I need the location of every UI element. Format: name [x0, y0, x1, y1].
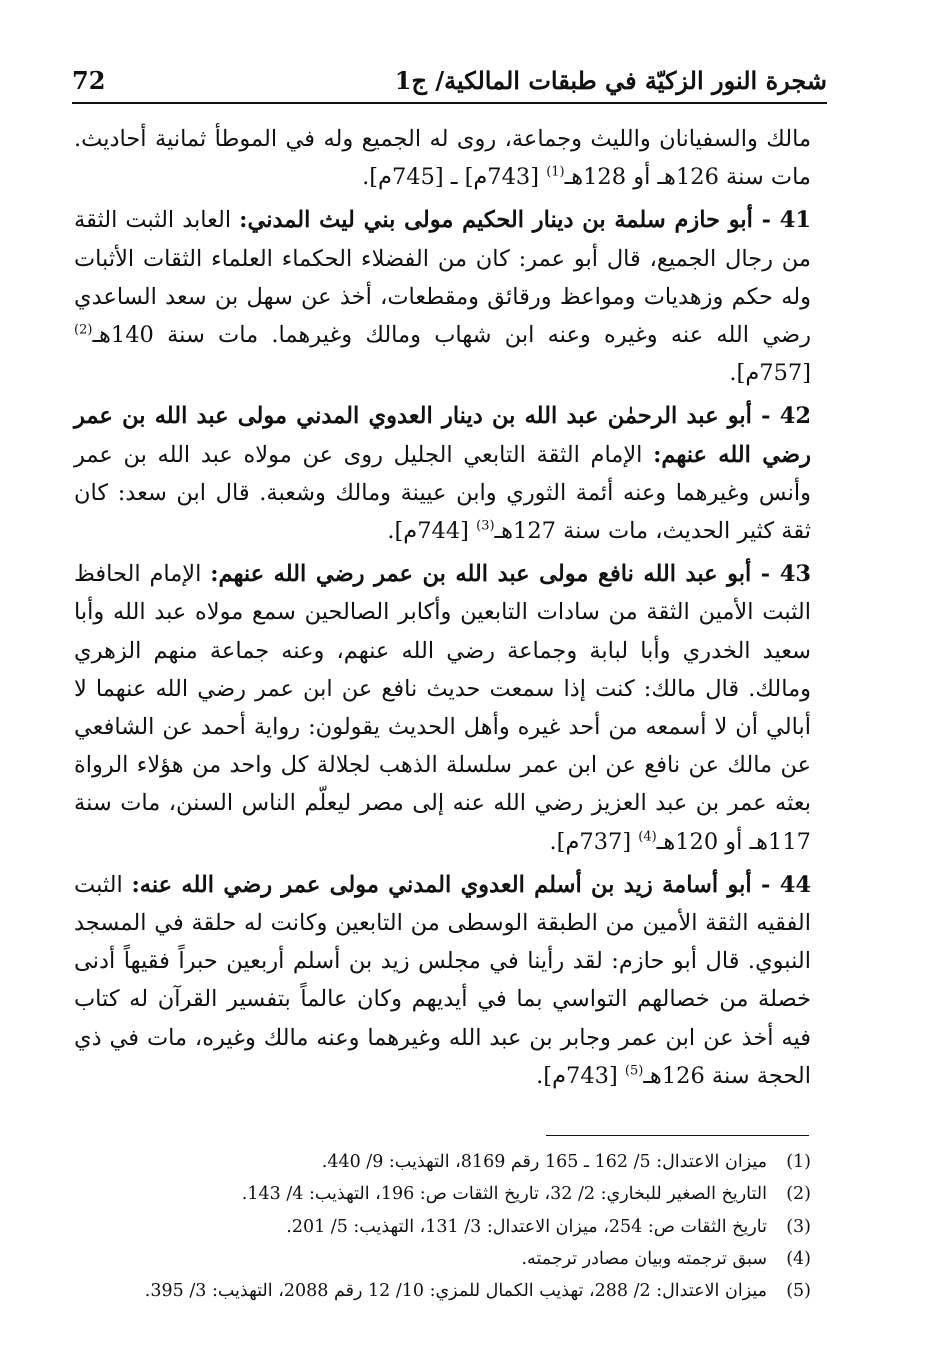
- paragraph-text: مالك والسفيانان والليث وجماعة، روى له الجميع وله في الموطأ ثمانية أحاديث. مات سنة 126هـ أو 128هـ: [74, 126, 811, 191]
- footnote-marker: (1): [546, 164, 565, 180]
- footnote-text: التاريخ الصغير للبخاري: 2/ 32، تاريخ الثقات ص: 196، التهذيب: 4/ 143.: [241, 1184, 767, 1205]
- paragraph-date: [744م].: [387, 518, 477, 545]
- footnote-2: [74, 1178, 811, 1210]
- footnote-marker: (2): [74, 322, 93, 338]
- main-text: [74, 120, 811, 1095]
- paragraph-date: [737م].: [549, 828, 639, 855]
- entry-heading: 43 - أبو عبد الله نافع مولى عبد الله بن عمر رضي الله عنهم:: [210, 561, 811, 588]
- running-header: [72, 58, 827, 104]
- footnote-text: ميزان الاعتدال: 2/ 288، تهذيب الكمال للمزي: 10/ 12 رقم 2088، التهذيب: 3/ 395.: [144, 1281, 767, 1302]
- page-number: 72: [72, 66, 106, 95]
- biography-entry-41: [74, 201, 811, 392]
- biography-entry-44: [74, 866, 811, 1095]
- footnote-text: سبق ترجمته وبيان مصادر ترجمته.: [521, 1248, 767, 1269]
- footnote-number: (1): [786, 1152, 811, 1172]
- footnote-4: [74, 1243, 811, 1275]
- footnote-marker: (4): [638, 829, 657, 845]
- footnote-marker: (5): [624, 1063, 644, 1079]
- entry-heading: 41 - أبو حازم سلمة بن دينار الحكيم مولى بني ليث المدني:: [239, 207, 812, 234]
- entry-heading: 44 - أبو أسامة زيد بن أسلم العدوي المدني مولى عمر رضي الله عنه:: [131, 871, 811, 898]
- footnote-text: تاريخ الثقات ص: 254، ميزان الاعتدال: 3/ 131، التهذيب: 5/ 201.: [286, 1216, 767, 1237]
- footnote-5: [74, 1275, 811, 1307]
- biography-entry-42: [74, 397, 811, 550]
- footnote-number: (3): [786, 1216, 811, 1237]
- footnotes: [74, 1146, 811, 1307]
- paragraph-date: [743م].: [536, 1062, 625, 1089]
- footnote-1: [74, 1146, 811, 1178]
- paragraph-continuation: [74, 120, 811, 196]
- footnote-text: ميزان الاعتدال: 5/ 162 ـ 165 رقم 8169، التهذيب: 9/ 440.: [321, 1152, 767, 1172]
- footnote-3: [74, 1211, 811, 1243]
- footnote-number: (4): [786, 1248, 811, 1269]
- footnote-marker: (3): [476, 518, 495, 534]
- paragraph-text: الثبت الفقيه الثقة الأمين من الطبقة الوسطى من التابعين وكانت له حلقة في المسجد النبوي. قال أبو حازم: لقد رأينا في مجلس زيد بن أسلم أربعين حبراً فقيهاً أدنى خصلة من خصالهم التواسي بما في أيديهم وكان عالماً بتفسير القرآن له كتاب فيه أخذ عن ابن عمر وجابر بن عبد الله وغيرهما وعنه مالك وغيره، مات في ذي الحجة سنة 126هـ: [74, 871, 811, 1089]
- running-title: شجرة النور الزكيّة في طبقات المالكية/ ج1: [394, 66, 827, 95]
- paragraph-text: الإمام الحافظ الثبت الأمين الثقة من سادات التابعين وأكابر الصالحين سمع مولاه عبد الله وأبا سعيد الخدري وأبا لبابة وجماعة رضي الله عنهم، وعنه جماعة منهم الزهري ومالك. قال مالك: كنت إذا سمعت حديث نافع عن ابن عمر رضي الله عنهما لا أبالي أن لا أسمعه من أحد غيره وأهل الحديث يقولون: رواية أحمد عن الشافعي عن مالك عن نافع عن ابن عمر سلسلة الذهب لجلالة كل واحد من هؤلاء الرواة بعثه عمر بن عبد العزيز رضي الله عنه إلى مصر ليعلّم الناس السنن، مات سنة 117هـ أو 120هـ: [74, 561, 811, 855]
- footnote-number: (5): [786, 1281, 811, 1302]
- paragraph-date: [757م].: [729, 360, 811, 387]
- paragraph-date: [743م] ـ [745م].: [362, 164, 547, 191]
- footnote-number: (2): [786, 1184, 811, 1205]
- footnote-separator: [546, 1135, 809, 1136]
- paragraph-text: الإمام الثقة التابعي الجليل روى عن مولاه عبد الله بن عمر وأنس وغيرهما وعنه أئمة الثوري وابن عيينة ومالك وشعبة. قال ابن سعد: كان ثقة كثير الحديث، مات سنة 127هـ: [74, 441, 811, 545]
- biography-entry-43: [74, 555, 811, 861]
- paragraph-text: العابد الثبت الثقة من رجال الجميع، قال أبو عمر: كان من الفضلاء الحكماء العلماء الثقات الأثبات وله حكم وزهديات ومواعظ ورقائق ومقطعات، أخذ عن سهل بن سعد الساعدي رضي الله عنه وغيره وعنه ابن شهاب ومالك وغيرهما. مات سنة 140هـ: [74, 207, 811, 349]
- entry-heading: 42 - أبو عبد الرحمٰن عبد الله بن دينار العدوي المدني مولى عبد الله بن عمر رضي الله عنهم:: [74, 403, 811, 468]
